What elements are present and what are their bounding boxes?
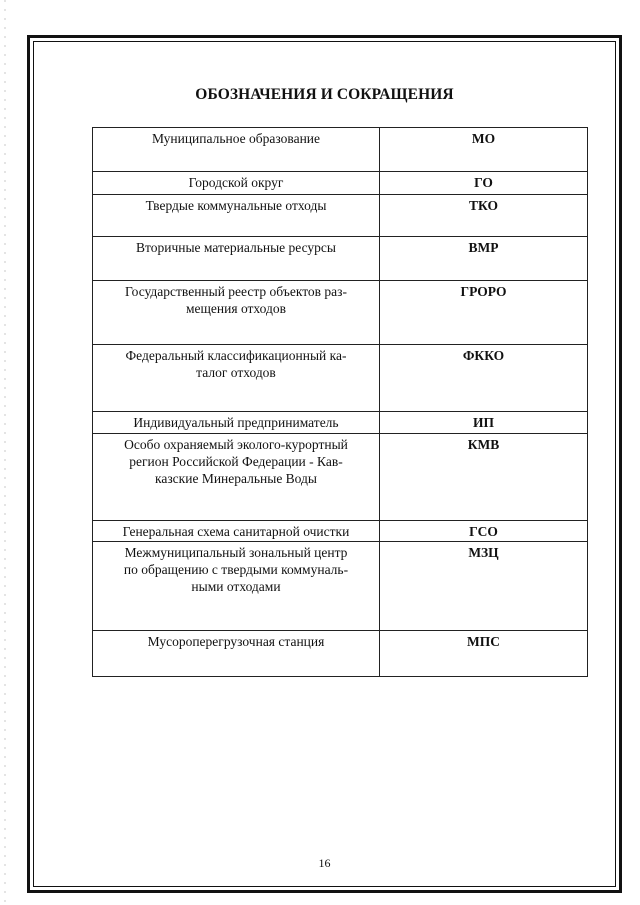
term-cell: Муниципальное образование xyxy=(93,128,380,172)
page-title: ОБОЗНАЧЕНИЯ И СОКРАЩЕНИЯ xyxy=(195,86,454,103)
table-row xyxy=(93,237,588,281)
table-row xyxy=(93,412,588,434)
code-cell: ГСО xyxy=(380,521,588,542)
code-cell: ТКО xyxy=(380,195,588,237)
table-row xyxy=(93,345,588,412)
term-cell: Твердые коммунальные отходы xyxy=(93,195,380,237)
scan-margin-dots xyxy=(4,0,6,905)
term-cell: Городской округ xyxy=(93,172,380,195)
code-cell: МПС xyxy=(380,631,588,677)
table-row xyxy=(93,542,588,631)
page-number: 16 xyxy=(318,856,331,870)
table-row xyxy=(93,128,588,172)
term-cell: Генеральная схема санитарной очистки xyxy=(93,521,380,542)
abbreviations-table xyxy=(92,127,588,677)
code-cell: ГО xyxy=(380,172,588,195)
table-row xyxy=(93,281,588,345)
table-row xyxy=(93,172,588,195)
code-cell: МЗЦ xyxy=(380,542,588,631)
code-cell: КМВ xyxy=(380,434,588,521)
code-cell: ВМР xyxy=(380,237,588,281)
code-cell: ФККО xyxy=(380,345,588,412)
table-row xyxy=(93,195,588,237)
term-cell: Мусороперегрузочная станция xyxy=(93,631,380,677)
code-cell: ИП xyxy=(380,412,588,434)
term-cell: Особо охраняемый эколого-курортный регион Российской Федерации - Кав- казские Минеральные Воды xyxy=(93,434,380,521)
table-row xyxy=(93,434,588,521)
term-cell: Вторичные материальные ресурсы xyxy=(93,237,380,281)
code-cell: ГРОРО xyxy=(380,281,588,345)
term-cell: Индивидуальный предприниматель xyxy=(93,412,380,434)
term-cell: Государственный реестр объектов раз- мещения отходов xyxy=(93,281,380,345)
term-cell: Федеральный классификационный ка- талог отходов xyxy=(93,345,380,412)
table-row xyxy=(93,521,588,542)
code-cell: МО xyxy=(380,128,588,172)
term-cell: Межмуниципальный зональный центр по обращению с твердыми коммуналь- ными отходами xyxy=(93,542,380,631)
table-row xyxy=(93,631,588,677)
